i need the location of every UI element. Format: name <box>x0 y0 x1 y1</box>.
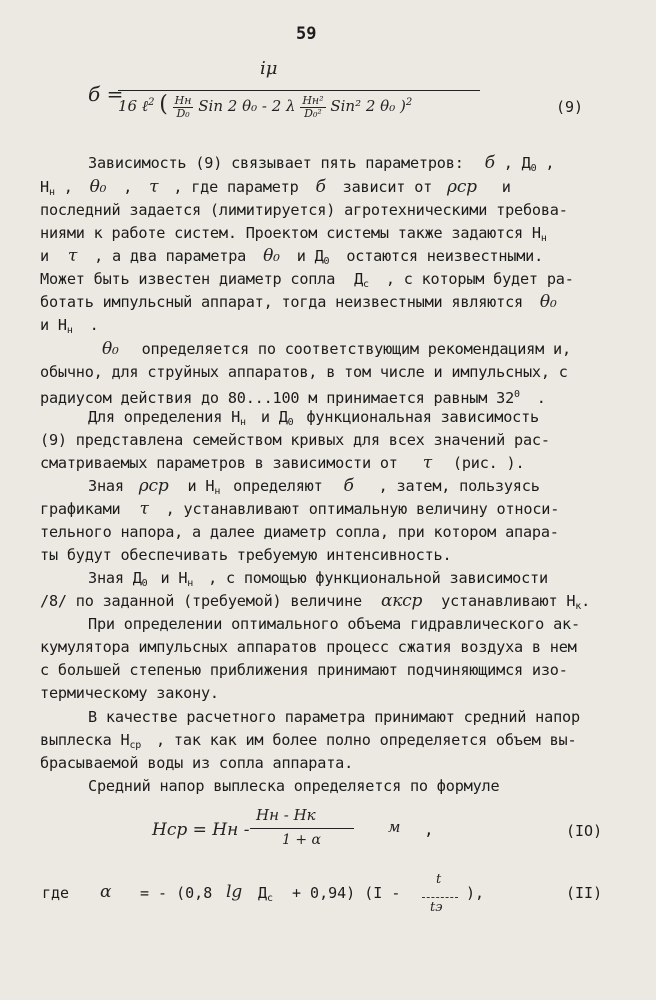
para1-line8: и $Н_н$ . <box>40 316 99 336</box>
formula10-numerator: Hн - Hк <box>256 806 316 824</box>
formula10-denominator: 1 + α <box>282 832 321 848</box>
formula11-alpha: α <box>100 882 112 902</box>
para7-line1: В качестве расчетного параметра принимают средний напор <box>88 708 580 726</box>
para2-line2: обычно, для струйных аппаратов, в том числе и импульсных, с <box>40 363 568 381</box>
para1-line6: Может быть известен диаметр сопла $Д_с$ , с которым будет ра- <box>40 270 574 290</box>
para1-line3: последний задается (лимитируется) агротехническими требова- <box>40 201 568 219</box>
formula11-t-num: t <box>436 872 442 887</box>
formula9-lhs: б = <box>88 82 124 106</box>
para3-line2: (9) представлена семейством кривых для всех значений рас- <box>40 431 550 449</box>
para1-line7: ботать импульсный аппарат, тогда неизвестными являются θ₀ <box>40 292 557 312</box>
para2-line1: θ₀ определяется по соответствующим рекомендациям и, <box>102 339 571 359</box>
para2-line3: радиусом действия до 80...100 м принимается равным $32^0$ . <box>40 389 546 407</box>
formula10-fraction-bar <box>250 828 354 829</box>
formula11-lg: lg <box>226 882 243 902</box>
formula11-part3: + 0,94) (I - <box>292 884 401 902</box>
formula10-comma: , <box>424 820 434 839</box>
para1-line2: $Н_н$ , θ₀ , τ , где параметр б зависит от ρср и <box>40 177 511 198</box>
para4-line4: ты будут обеспечивать требуемую интенсивность. <box>40 546 452 564</box>
para8-line1: Средний напор выплеска определяется по формуле <box>88 777 500 795</box>
para1-line1: Зависимость (9) связывает пять параметров: б , $Д_0$ , <box>88 153 555 174</box>
formula9-numerator: iμ <box>260 58 278 79</box>
formula9-frac-hn-d0: Hн D₀ <box>174 93 192 120</box>
para1-line5: и τ , а два параметра θ₀ и $Д_0$ остаются неизвестными. <box>40 246 544 267</box>
formula10-lhs: Hср = Hн - <box>152 820 250 840</box>
para6-line4: термическому закону. <box>40 684 219 702</box>
para1-line4: ниями к работе систем. Проектом системы также задаются $Н_н$ <box>40 224 547 244</box>
formula10-number: (IO) <box>566 822 603 840</box>
para7-line2: выплеска $Н_{ср}$ , так как им более полно определяется объем вы- <box>40 731 577 751</box>
formula9-denominator: 16 ℓ$^2$ ( Hн D₀ Sin 2 θ₀ - 2 λ Hн² D₀² Sin² 2 θ₀ )$^2$ <box>118 92 413 120</box>
para3-line3: сматриваемых параметров в зависимости от τ (рис. ). <box>40 453 525 473</box>
para4-line1: Зная ρср и $Н_н$ определяют б , затем, пользуясь <box>88 476 540 497</box>
para4-line2: графиками τ , устанавливают оптимальную величину относи- <box>40 499 560 519</box>
para7-line3: брасываемой воды из сопла аппарата. <box>40 754 354 772</box>
formula9-fraction-bar <box>118 90 480 91</box>
para6-line2: кумулятора импульсных аппаратов процесс сжатия воздуха в нем <box>40 638 577 656</box>
formula11-t-den: tэ <box>430 900 443 915</box>
para5-line1: Зная $Д_0$ и $Н_н$ , с помощью функциональной зависимости <box>88 569 548 589</box>
formula11-number: (II) <box>566 884 603 902</box>
formula11-where: где <box>42 884 70 902</box>
para6-line3: с большей степенью приближения принимают подчиняющимся изо- <box>40 661 568 679</box>
formula11-part4: ), <box>466 884 485 902</box>
formula10-unit: м <box>388 818 401 836</box>
formula9-frac-hn2-d02: Hн² D₀² <box>302 93 324 120</box>
para3-line1: Для определения $Н_н$ и $Д_0$ функциональная зависимость <box>88 408 539 428</box>
para5-line2: /8/ по заданной (требуемой) величине αкср устанавливают $Н_к$. <box>40 591 591 612</box>
para4-line3: тельного напора, а далее диаметр сопла, при котором апара- <box>40 523 559 541</box>
formula11-fraction-bar <box>422 897 458 898</box>
page-number: 59 <box>296 24 317 44</box>
para6-line1: При определении оптимального объема гидравлического ак- <box>88 615 580 633</box>
formula11-part2: $Д_с$ <box>258 884 274 904</box>
formula9-number: (9) <box>556 98 584 116</box>
formula11-part1: = - (0,8 <box>140 884 213 902</box>
